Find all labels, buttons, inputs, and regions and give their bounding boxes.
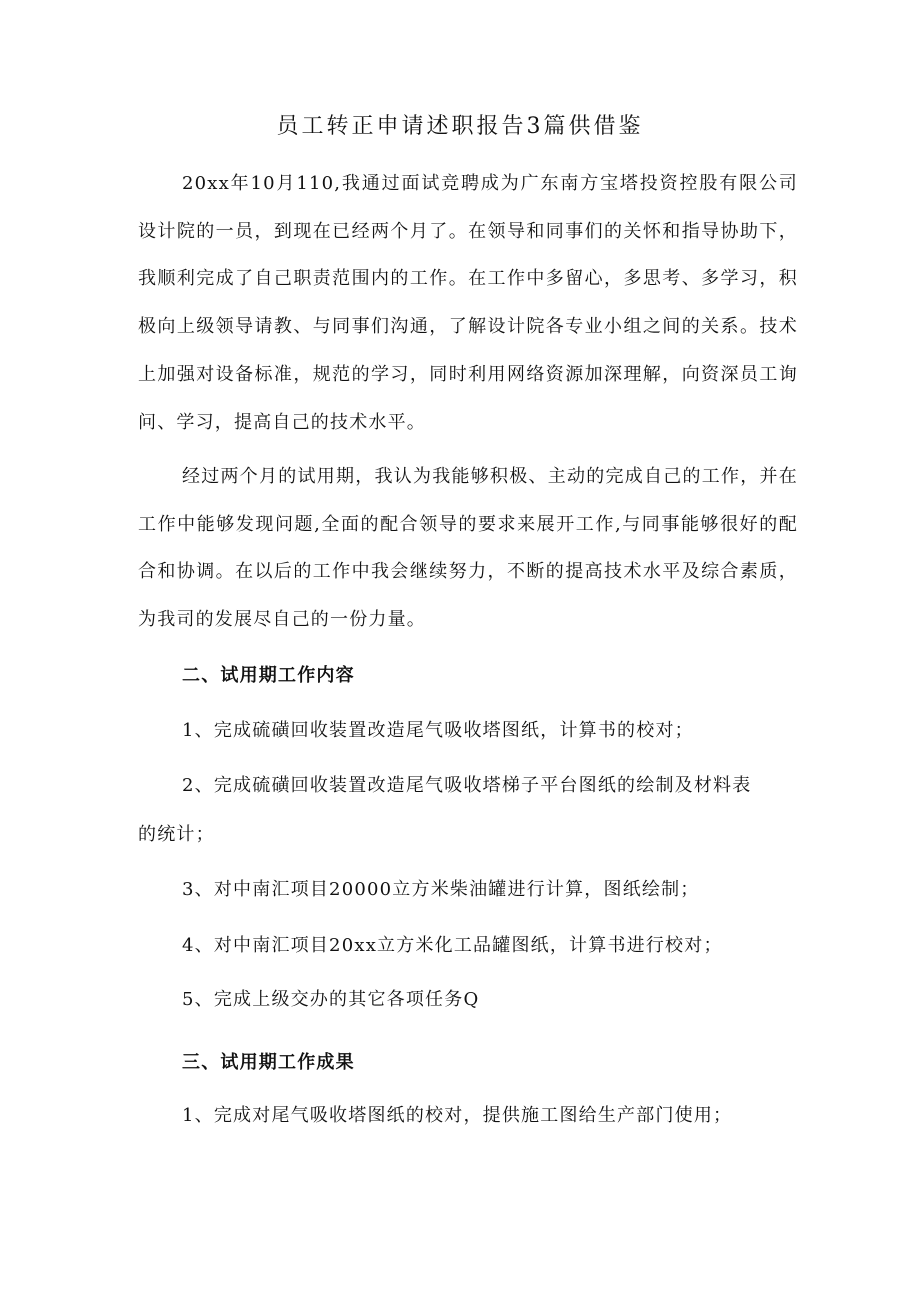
section-heading-work-results: 三、试用期工作成果 <box>182 1052 355 1073</box>
result-item-1: 1、完成对尾气吸收塔图纸的校对，提供施工图给生产部门使用； <box>182 1105 733 1126</box>
work-item-2-line-2: 的统计； <box>138 824 215 845</box>
intro-paragraph: 20xx年10月110,我通过面试竞聘成为广东南方宝塔投资控股有限公司设计院的一员，到现在已经两个月了。在领导和同事们的关怀和指导协助下，我顺利完成了自己职责范围内的工作。在工作中多留心，多思考、多学习，积极向上级领导请教、与同事们沟通，了解设计院各专业小组之间的关系。技术上加强对设备标准，规范的学习，同时利用网络资源加深理解，向资深员工询问、学习，提高自己的技术水平。 <box>138 173 798 433</box>
work-item-1: 1、完成硫磺回收装置改造尾气吸收塔图纸，计算书的校对； <box>182 720 694 741</box>
work-item-5: 5、完成上级交办的其它各项任务Q <box>182 989 480 1010</box>
work-item-4: 4、对中南汇项目20xx立方米化工品罐图纸，计算书进行校对； <box>182 935 723 956</box>
work-item-3: 3、对中南汇项目20000立方米柴油罐进行计算，图纸绘制； <box>182 879 700 900</box>
summary-paragraph: 经过两个月的试用期，我认为我能够积极、主动的完成自己的工作，并在工作中能够发现问题,全面的配合领导的要求来展开工作,与同事能够很好的配合和协调。在以后的工作中我会继续努力，不断的提高技术水平及综合素质，为我司的发展尽自己的一份力量。 <box>138 466 798 631</box>
document-title: 员工转正申请述职报告3篇供借鉴 <box>276 114 644 139</box>
work-item-2-line-1: 2、完成硫磺回收装置改造尾气吸收塔梯子平台图纸的绘制及材料表 <box>182 775 752 796</box>
section-heading-work-content: 二、试用期工作内容 <box>182 665 355 686</box>
